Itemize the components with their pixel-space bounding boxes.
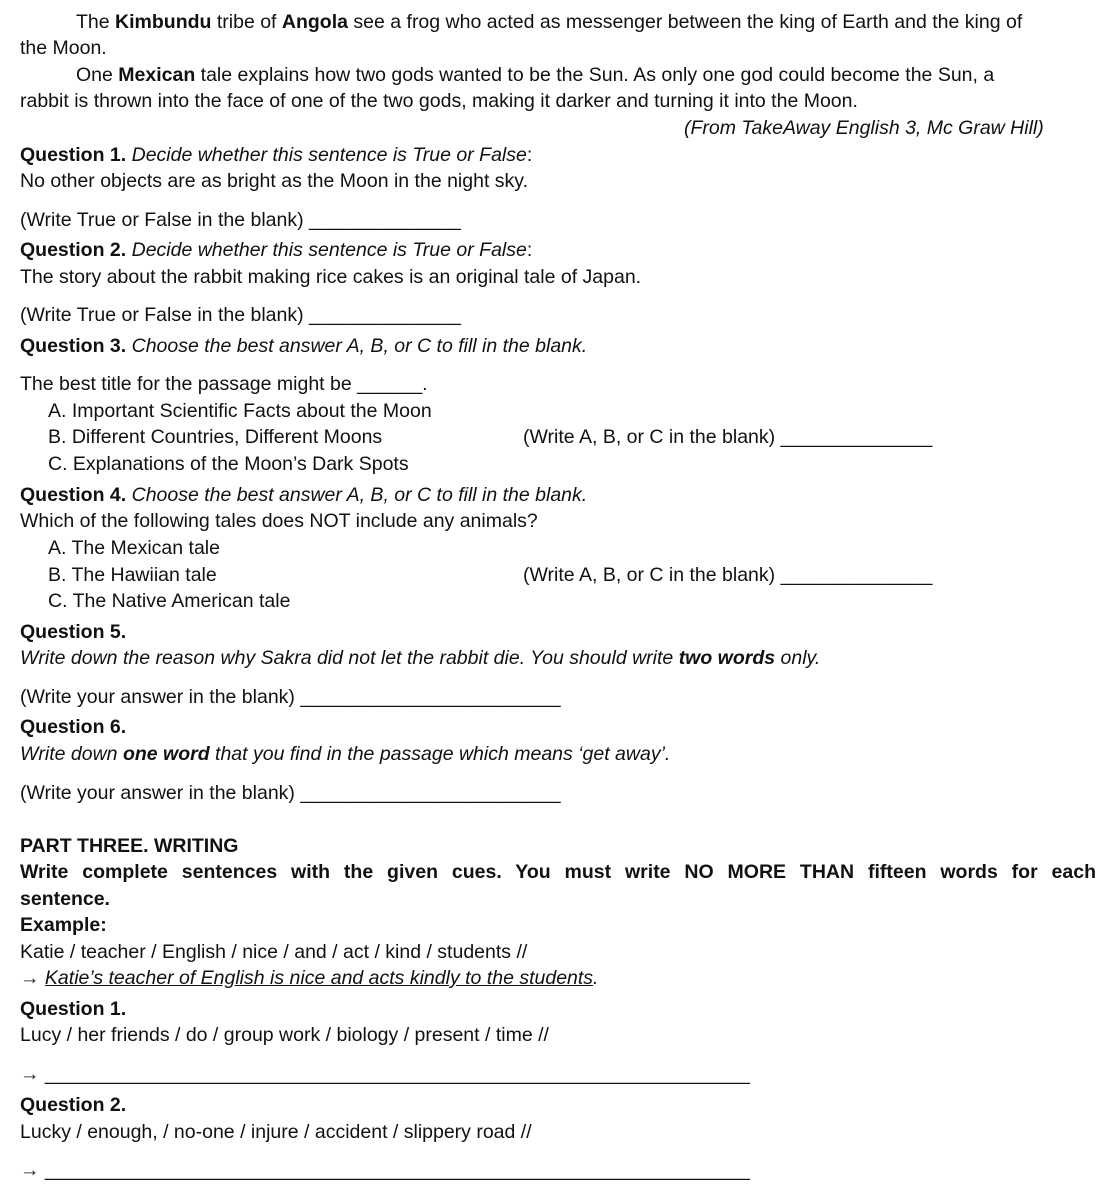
question-text: The best title for the passage might be ______. — [20, 373, 428, 395]
question-cue: Lucky / enough, / no-one / injure / accident / slippery road // — [20, 1121, 532, 1143]
option-b: B. The Hawiian tale — [48, 564, 217, 586]
answer-blank[interactable]: (Write A, B, or C in the blank) ______________ — [523, 564, 933, 586]
text: Write down the reason why Sakra did not let the rabbit die. You should write — [20, 647, 679, 669]
question-label: Question 2. — [20, 1094, 127, 1116]
tale-origin: Mexican — [118, 64, 196, 86]
question-instruction: Choose the best answer A, B, or C to fill in the blank. — [126, 335, 588, 357]
question-label: Question 4. — [20, 484, 127, 506]
question-cue: Lucy / her friends / do / group work / biology / present / time // — [20, 1024, 549, 1046]
text: : — [526, 144, 533, 166]
example-cue: Katie / teacher / English / nice / and / act / kind / students // — [20, 941, 528, 963]
question-label: Question 1. — [20, 998, 127, 1020]
example-sentence: Katie’s teacher of English is nice and acts kindly to the students — [44, 967, 594, 989]
country-name: Angola — [281, 11, 348, 33]
question-instruction: Decide whether this sentence is True or False — [126, 144, 527, 166]
text: . — [593, 967, 599, 989]
answer-line[interactable] — [20, 1062, 750, 1086]
text: : — [526, 239, 533, 261]
question-label: Question 2. — [20, 239, 127, 261]
example-label: Example: — [20, 914, 107, 936]
arrow-icon: → — [20, 967, 40, 989]
question-instruction: Choose the best answer A, B, or C to fill in the blank. — [126, 484, 588, 506]
answer-blank[interactable]: _________________________________________________________________ — [44, 1159, 750, 1181]
question-heading — [20, 334, 587, 358]
option-c: C. Explanations of the Moon’s Dark Spots — [48, 453, 409, 475]
question-text: The story about the rabbit making rice cakes is an original tale of Japan. — [20, 266, 642, 288]
question-heading — [20, 483, 587, 507]
arrow-icon: → — [20, 1159, 40, 1181]
emphasis: one word — [122, 743, 210, 765]
passage-line: the Moon. — [20, 37, 107, 59]
text: only. — [775, 647, 821, 669]
question-label: Question 6. — [20, 716, 127, 738]
option-c: C. The Native American tale — [48, 590, 291, 612]
answer-blank[interactable]: (Write your answer in the blank) ________________________ — [20, 782, 561, 804]
answer-blank[interactable]: (Write A, B, or C in the blank) ______________ — [523, 426, 933, 448]
text: see a frog who acted as messenger between the king of Earth and the king of — [347, 11, 1023, 33]
question-heading — [20, 238, 532, 262]
emphasis: two words — [678, 647, 776, 669]
answer-blank[interactable]: (Write True or False in the blank) ______________ — [20, 209, 461, 231]
question-instruction: Decide whether this sentence is True or False — [126, 239, 527, 261]
text: tribe of — [211, 11, 282, 33]
text: tale explains how two gods wanted to be the Sun. As only one god could become the Sun, a — [195, 64, 995, 86]
arrow-icon: → — [20, 1063, 40, 1085]
passage-line — [76, 63, 994, 87]
option-a: A. Important Scientific Facts about the Moon — [48, 400, 432, 422]
option-b: B. Different Countries, Different Moons — [48, 426, 383, 448]
source-citation: (From TakeAway English 3, Mc Graw Hill) — [684, 117, 1044, 139]
question-heading — [20, 143, 532, 167]
section-instruction: sentence. — [20, 888, 110, 910]
section-title: PART THREE. WRITING — [20, 835, 239, 857]
text: The — [76, 11, 116, 33]
section-instruction: Write complete sentences with the given cues. You must write NO MORE THAN fifteen words for each — [20, 861, 1096, 883]
answer-blank[interactable]: (Write True or False in the blank) ______________ — [20, 304, 461, 326]
example-answer — [20, 966, 598, 990]
answer-line[interactable] — [20, 1158, 750, 1182]
question-instruction — [20, 646, 820, 670]
text: that you find in the passage which means ‘get away’. — [209, 743, 671, 765]
question-label: Question 1. — [20, 144, 127, 166]
text: One — [76, 64, 119, 86]
answer-blank[interactable]: _________________________________________________________________ — [44, 1063, 750, 1085]
tribe-name: Kimbundu — [115, 11, 212, 33]
text: Write down — [20, 743, 123, 765]
question-instruction — [20, 742, 670, 766]
passage-line: rabbit is thrown into the face of one of the two gods, making it darker and turning it into the Moon. — [20, 90, 858, 112]
answer-blank[interactable]: (Write your answer in the blank) ________________________ — [20, 686, 561, 708]
question-text: No other objects are as bright as the Moon in the night sky. — [20, 170, 528, 192]
option-a: A. The Mexican tale — [48, 537, 220, 559]
question-label: Question 3. — [20, 335, 127, 357]
question-label: Question 5. — [20, 621, 127, 643]
question-text: Which of the following tales does NOT include any animals? — [20, 510, 538, 532]
passage-line — [76, 10, 1022, 34]
